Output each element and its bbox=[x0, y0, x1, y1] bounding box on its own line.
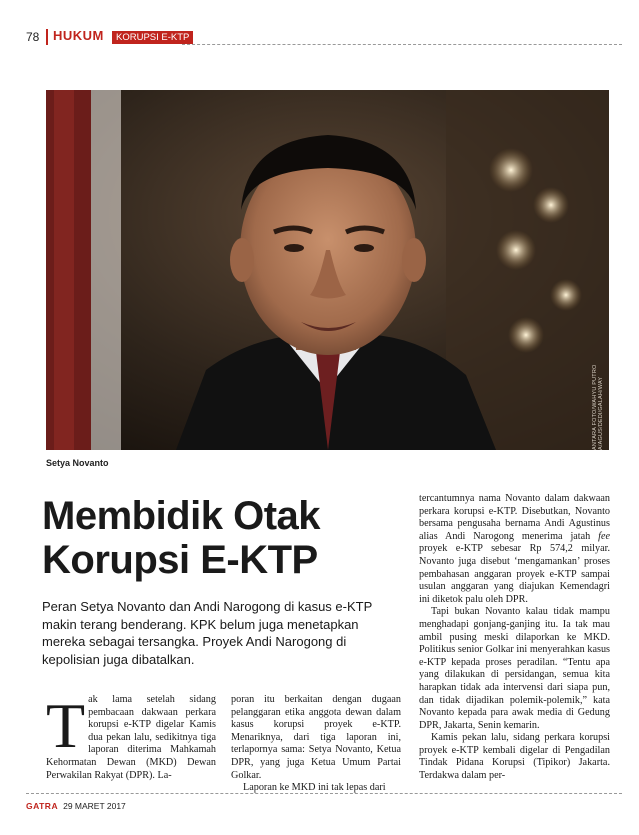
portrait-photo bbox=[46, 90, 609, 450]
drop-cap: T bbox=[46, 690, 86, 761]
body-column-3 bbox=[419, 493, 610, 783]
body-column-1 bbox=[46, 690, 216, 782]
body-paragraph bbox=[419, 493, 610, 606]
page-header bbox=[0, 26, 639, 48]
title-line-2: Korupsi E-KTP bbox=[42, 538, 318, 582]
header-divider bbox=[46, 29, 48, 45]
body-paragraph: ak lama setelah sidang pembacaan dakwaan perkara korupsi e-KTP digelar Kamis dua pekan lalu, sedikitnya tiga laporan diterima Mahkamah Kehormatan Dewan (MKD) Dewan Perwakilan Rakyat (DPR). La- bbox=[46, 694, 216, 781]
body-text: proyek e-KTP sebesar Rp 574,2 milyar. Novanto juga disebut ‘mengamankan’ proses pembahasan anggaran proyek e-KTP sampai usulan anggaran yang diajukan Kemendagri ini diketok palu oleh DPR. bbox=[419, 543, 610, 605]
footer-rule bbox=[26, 793, 622, 794]
body-text: tercantumnya nama Novanto dalam dakwaan perkara korupsi e-KTP. Disebutkan, Novanto bersama pengusaha bernama Andi Agustinus alias Andi Narogong menerima jatah bbox=[419, 493, 610, 542]
portrait-illustration bbox=[46, 90, 609, 450]
issue-date: 29 MARET 2017 bbox=[63, 801, 126, 811]
magazine-name: GATRA bbox=[26, 801, 59, 811]
rubric-badge: KORUPSI E-KTP bbox=[112, 31, 193, 44]
article-lead: Peran Setya Novanto dan Andi Narogong di kasus e-KTP makin terang benderang. KPK belum juga menetapkan mereka sebagai tersangka. Proyek Andi Narogong di kepolisian juga dibatalkan. bbox=[42, 599, 373, 667]
body-paragraph: Laporan ke MKD ini tak lepas dari bbox=[243, 782, 386, 794]
page-number: 78 bbox=[26, 30, 40, 44]
body-paragraph: Tapi bukan Novanto kalau tidak mampu menghadapi gonjang-ganjing itu. Ia tak mau ambil pusing meski dilaporkan ke MKD. Politikus senior Golkar ini menyerahkan kasus e-KTP kepada proses peradilan. “Tentu apa yang dilakukan di persidangan, semua kita harapkan tidak ada intervensi dari siapa pun, dan tidak dijadikan polemik-polemik,” kata Novanto kepada para awak media di Gedung DPR, Jakarta, Senin kemarin. bbox=[419, 606, 610, 731]
header-rule bbox=[182, 44, 622, 45]
title-line-1: Membidik Otak bbox=[42, 494, 321, 538]
page-footer bbox=[26, 801, 126, 811]
section-label: HUKUM bbox=[53, 28, 104, 43]
body-column-2 bbox=[231, 694, 401, 795]
photo-caption: Setya Novanto bbox=[46, 458, 109, 468]
article-title bbox=[42, 494, 402, 582]
photo-credit: ANTARA FOTO/WAHYU PUTRO A/AGUS/DEDI/GALAH/WAY bbox=[592, 364, 604, 450]
body-paragraph: Kamis pekan lalu, sidang perkara korupsi proyek e-KTP kembali digelar di Pengadilan Tindak Pidana Korupsi (Tipikor) Jakarta. Terdakwa dalam per- bbox=[419, 732, 610, 782]
italic-term: fee bbox=[598, 530, 610, 542]
body-paragraph: poran itu berkaitan dengan dugaan pelanggaran etika anggota dewan dalam kasus korupsi proyek e-KTP. Menariknya, dari tiga laporan ini, terlapornya sama: Setya Novanto, Ketua DPR, yang juga Ketua Umum Partai Golkar. bbox=[231, 694, 401, 781]
